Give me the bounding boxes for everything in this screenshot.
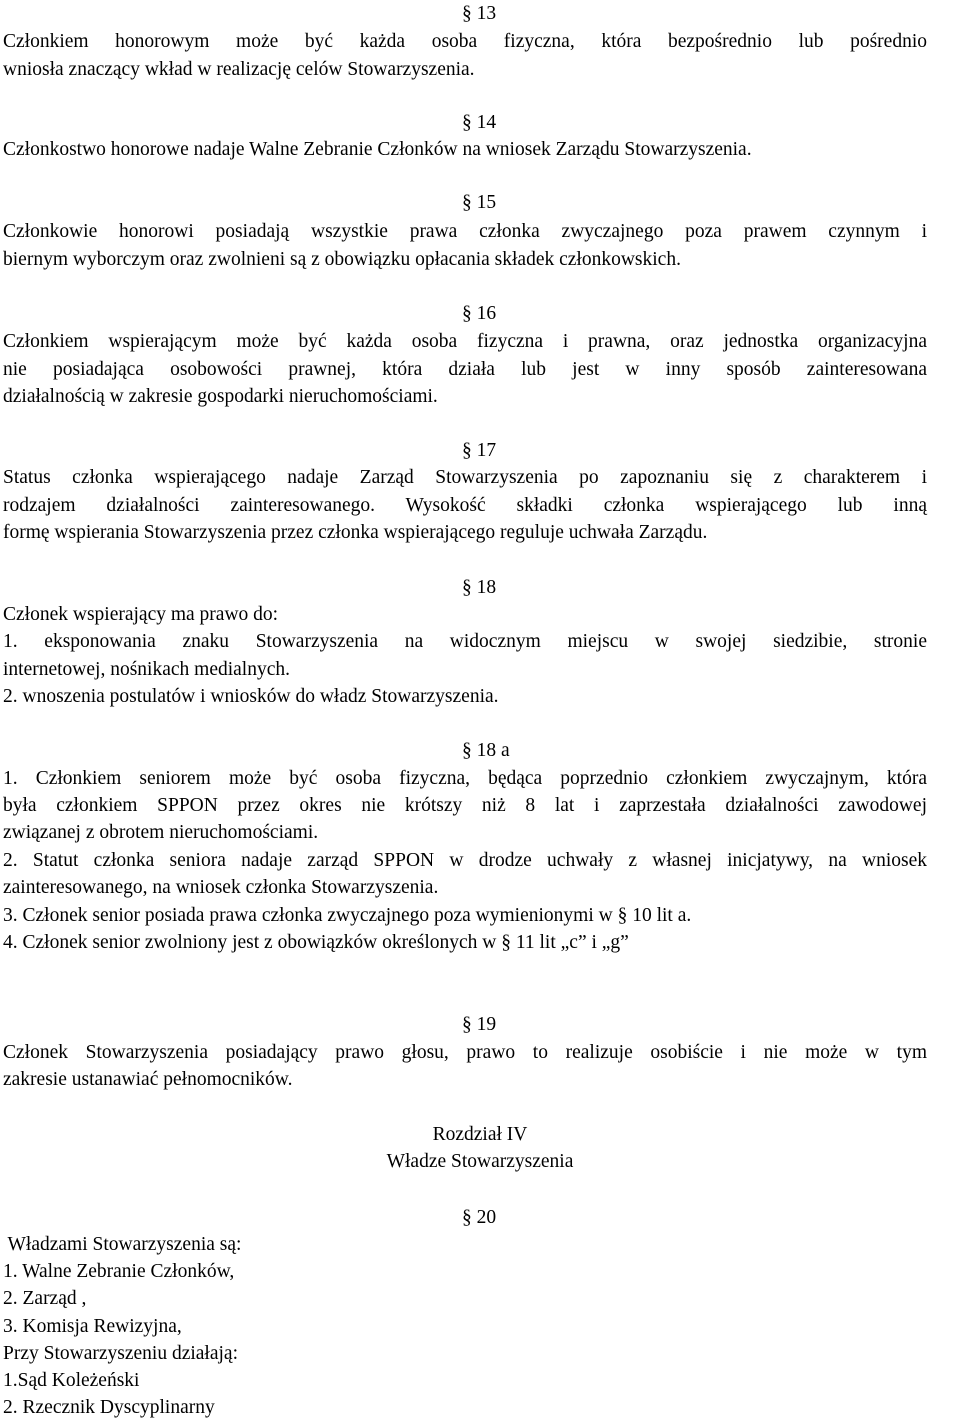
section-17-line-2: rodzajem działalności zainteresowanego. Wysokość składki członka wspierającego lub inną [3,495,927,516]
section-13-line-2: wniosła znaczący wkład w realizację celów Stowarzyszenia. [3,59,475,80]
section-20-line-6: 1.Sąd Koleżeński [3,1370,140,1391]
section-18a-line-2: była członkiem SPPON przez okres nie krótszy niż 8 lat i zaprzestała działalności zawodowej [3,795,927,816]
section-heading-20: § 20 [462,1207,497,1228]
section-18a-line-5: zainteresowanego, na wniosek członka Stowarzyszenia. [3,877,439,898]
section-16-line-2: nie posiadająca osobowości prawnej, która działa lub jest w inny sposób zainteresowana [3,359,927,380]
section-18-line-1: Członek wspierający ma prawo do: [3,604,279,625]
section-18a-line-4: 2. Statut członka seniora nadaje zarząd SPPON w drodze uchwały z własnej inicjatywy, na wniosek [3,850,927,871]
section-14-line-1: Członkostwo honorowe nadaje Walne Zebranie Członków na wniosek Zarządu Stowarzyszenia. [3,139,752,160]
section-15-line-1: Członkowie honorowi posiadają wszystkie prawa członka zwyczajnego poza prawem czynnym i [3,221,927,242]
section-20-line-1: Władzami Stowarzyszenia są: [3,1234,242,1255]
chapter-number: Rozdział IV [432,1124,528,1145]
section-17-line-1: Status członka wspierającego nadaje Zarząd Stowarzyszenia po zapoznaniu się z charakterem i [3,467,927,488]
section-heading-18: § 18 [462,577,497,598]
section-18-line-2: 1. eksponowania znaku Stowarzyszenia na widocznym miejscu w swojej siedzibie, stronie [3,631,927,652]
section-heading-14: § 14 [462,112,497,133]
section-18a-line-6: 3. Członek senior posiada prawa członka zwyczajnego poza wymienionymi w § 10 lit a. [3,905,692,926]
section-16-line-1: Członkiem wspierającym może być każda osoba fizyczna i prawna, oraz jednostka organizacyjna [3,331,927,352]
section-20-line-5: Przy Stowarzyszeniu działają: [3,1343,238,1364]
section-20-line-4: 3. Komisja Rewizyjna, [3,1316,182,1337]
section-15-line-2: biernym wyborczym oraz zwolnieni są z obowiązku opłacania składek członkowskich. [3,249,681,270]
section-18a-line-3: związanej z obrotem nieruchomościami. [3,822,319,843]
section-heading-16: § 16 [462,303,497,324]
chapter-title: Władze Stowarzyszenia [386,1151,574,1172]
section-13-line-1: Członkiem honorowym może być każda osoba fizyczna, która bezpośrednio lub pośrednio [3,31,927,52]
section-18a-line-1: 1. Członkiem seniorem może być osoba fizyczna, będąca poprzednio członkiem zwyczajnym, która [3,768,927,789]
section-heading-17: § 17 [462,440,497,461]
section-19-line-1: Członek Stowarzyszenia posiadający prawo głosu, prawo to realizuje osobiście i nie może w tym [3,1042,927,1063]
section-heading-13: § 13 [462,3,497,24]
section-17-line-3: formę wspierania Stowarzyszenia przez członka wspierającego reguluje uchwała Zarządu. [3,522,708,543]
section-heading-15: § 15 [462,192,497,213]
section-20-line-3: 2. Zarząd , [3,1288,87,1309]
section-16-line-3: działalnością w zakresie gospodarki nieruchomościami. [3,386,438,407]
section-heading-18a: § 18 a [462,740,510,761]
section-heading-19: § 19 [462,1014,497,1035]
section-20-line-7: 2. Rzecznik Dyscyplinarny [3,1397,215,1418]
section-18-line-3: internetowej, nośnikach medialnych. [3,659,290,680]
section-18a-line-7: 4. Członek senior zwolniony jest z obowiązków określonych w § 11 lit „c” i „g” [3,932,629,953]
section-18-line-4: 2. wnoszenia postulatów i wniosków do władz Stowarzyszenia. [3,686,499,707]
section-20-line-2: 1. Walne Zebranie Członków, [3,1261,235,1282]
section-19-line-2: zakresie ustanawiać pełnomocników. [3,1069,293,1090]
